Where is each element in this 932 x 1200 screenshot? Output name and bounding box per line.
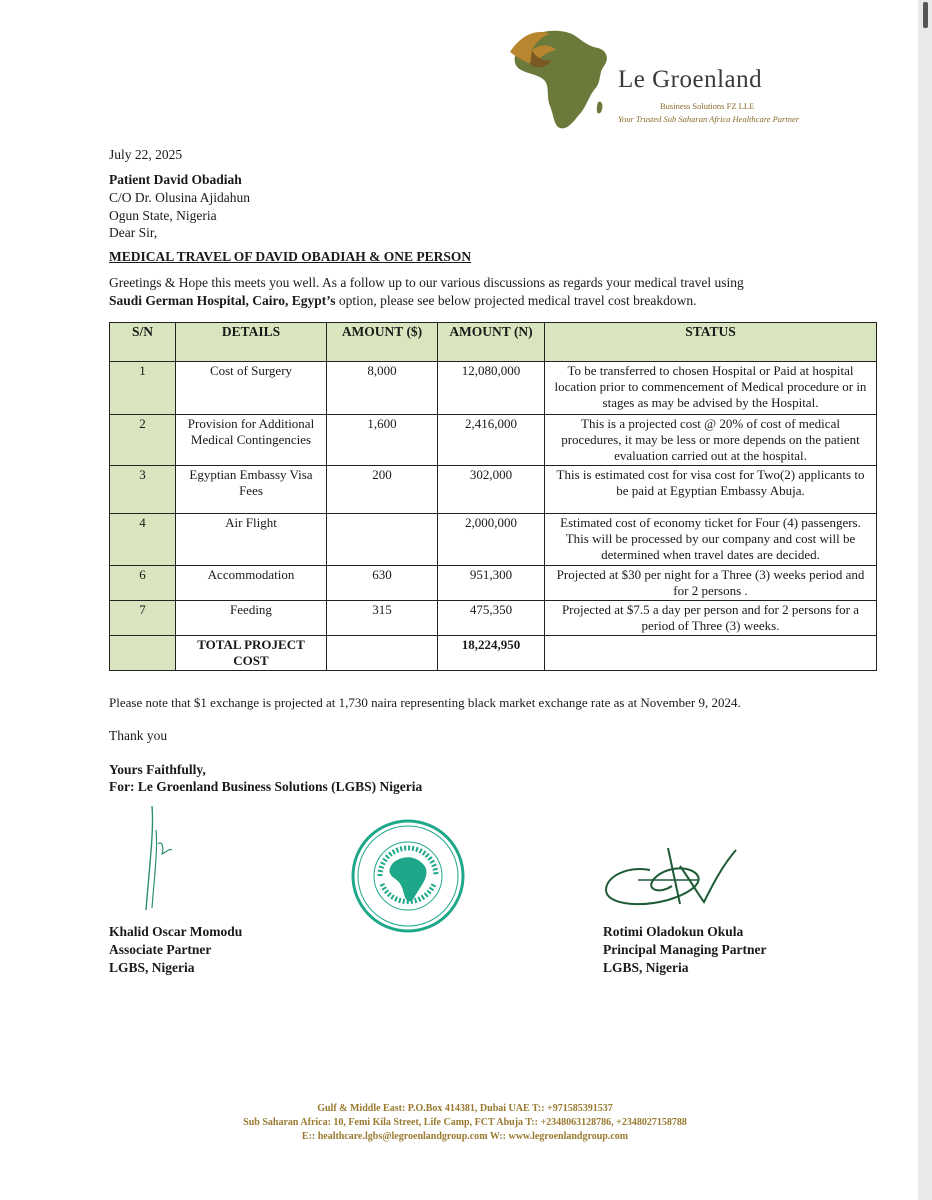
letter-subject: MEDICAL TRAVEL OF DAVID OBADIAH & ONE PERSON	[109, 249, 472, 264]
intro-rest: option, please see below projected medical travel cost breakdown.	[335, 293, 697, 308]
edge-handle	[923, 2, 928, 28]
company-stamp	[350, 818, 466, 934]
cell-details: Feeding	[176, 601, 327, 636]
cell-details: Egyptian Embassy Visa Fees	[176, 466, 327, 514]
for-line: For: Le Groenland Business Solutions (LGBS) Nigeria	[109, 779, 423, 794]
cell-sn: 7	[110, 601, 176, 636]
hospital-option: Saudi German Hospital, Cairo, Egypt’s	[109, 293, 336, 308]
signatory-right-org: LGBS, Nigeria	[603, 960, 689, 975]
table-row	[110, 601, 877, 636]
recipient-care-of: C/O Dr. Olusina Ajidahun	[109, 190, 250, 205]
cell-sn-empty	[110, 636, 176, 671]
brand-name: Le Groenland	[618, 66, 763, 93]
footer-africa-address: Sub Saharan Africa: 10, Femi Kila Street, Life Camp, FCT Abuja T:: +2348063128786, +2348027158788	[243, 1117, 687, 1128]
cell-usd: 315	[327, 601, 438, 636]
cell-ngn: 475,350	[438, 601, 545, 636]
recipient-name: Patient David Obadiah	[109, 172, 242, 187]
table-row	[110, 566, 877, 601]
screen-edge	[918, 0, 932, 1200]
cell-details: Accommodation	[176, 566, 327, 601]
cell-usd: 8,000	[327, 362, 438, 415]
cell-status: This is estimated cost for visa cost for Two(2) applicants to be paid at Egyptian Embassy Abuja.	[545, 466, 877, 514]
cell-sn: 4	[110, 514, 176, 566]
cell-sn: 6	[110, 566, 176, 601]
cell-ngn: 302,000	[438, 466, 545, 514]
cell-details: Cost of Surgery	[176, 362, 327, 415]
cell-status: This is a projected cost @ 20% of cost of medical procedures, it may be less or more depends on the patient evaluation carried out at the hospital.	[545, 415, 877, 466]
header-amount-usd: AMOUNT ($)	[327, 323, 438, 362]
total-amount-ngn: 18,224,950	[438, 636, 545, 671]
signatory-right-title: Principal Managing Partner	[603, 942, 767, 957]
total-label: TOTAL PROJECT COST	[176, 636, 327, 671]
cell-usd: 630	[327, 566, 438, 601]
header-details: DETAILS	[176, 323, 327, 362]
cell-status: To be transferred to chosen Hospital or Paid at hospital location prior to commencement of Medical procedure or in stages as may be advised by the Hospital.	[545, 362, 877, 415]
cell-status: Projected at $7.5 a day per person and for 2 persons for a period of Three (3) weeks.	[545, 601, 877, 636]
table-row	[110, 514, 877, 566]
header-status: STATUS	[545, 323, 877, 362]
cell-sn: 1	[110, 362, 176, 415]
cell-ngn: 12,080,000	[438, 362, 545, 415]
footer-gulf-address: Gulf & Middle East: P.O.Box 414381, Dubai UAE T:: +971585391537	[317, 1103, 613, 1114]
cell-usd: 200	[327, 466, 438, 514]
table-row	[110, 362, 877, 415]
cost-table	[109, 322, 877, 671]
header-amount-ngn: AMOUNT (N)	[438, 323, 545, 362]
recipient-location: Ogun State, Nigeria	[109, 208, 217, 223]
cell-sn: 2	[110, 415, 176, 466]
cell-ngn: 2,416,000	[438, 415, 545, 466]
signature-right	[598, 836, 748, 914]
signatory-left-org: LGBS, Nigeria	[109, 960, 195, 975]
brand-tagline: Your Trusted Sub Saharan Africa Healthcare Partner	[618, 114, 800, 124]
cell-details: Air Flight	[176, 514, 327, 566]
intro-line-2	[109, 292, 697, 309]
salutation: Dear Sir,	[109, 225, 158, 240]
table-row	[110, 415, 877, 466]
cell-status: Estimated cost of economy ticket for Four (4) passengers. This will be processed by our company and cost will be determined when travel dates are decided.	[545, 514, 877, 566]
letterhead-logo	[506, 22, 816, 134]
letter-date: July 22, 2025	[109, 147, 183, 162]
cell-ngn: 951,300	[438, 566, 545, 601]
signatory-left-title: Associate Partner	[109, 942, 212, 957]
footer-contact: E:: healthcare.lgbs@legroenlandgroup.com W:: www.legroenlandgroup.com	[301, 1131, 629, 1142]
total-status-empty	[545, 636, 877, 671]
table-header-row	[110, 323, 877, 362]
signatory-left-name: Khalid Oscar Momodu	[109, 924, 243, 939]
brand-subtitle: Business Solutions FZ LLE	[660, 101, 755, 111]
cell-ngn: 2,000,000	[438, 514, 545, 566]
total-usd-empty	[327, 636, 438, 671]
closing: Yours Faithfully,	[109, 762, 206, 777]
africa-map-icon	[506, 22, 616, 134]
signatory-right-name: Rotimi Oladokun Okula	[603, 924, 744, 939]
intro-line: Greetings & Hope this meets you well. As a follow up to our various discussions as regards your medical travel using	[109, 275, 744, 290]
cell-details: Provision for Additional Medical Contingencies	[176, 415, 327, 466]
thank-you: Thank you	[109, 728, 168, 743]
table-row	[110, 466, 877, 514]
cell-usd	[327, 514, 438, 566]
header-sn: S/N	[110, 323, 176, 362]
cell-usd: 1,600	[327, 415, 438, 466]
table-total-row	[110, 636, 877, 671]
signature-left	[128, 800, 188, 915]
exchange-note: Please note that $1 exchange is projected at 1,730 naira representing black market exchange rate as at November 9, 2024.	[109, 695, 741, 710]
cell-sn: 3	[110, 466, 176, 514]
cell-status: Projected at $30 per night for a Three (3) weeks period and for 2 persons .	[545, 566, 877, 601]
